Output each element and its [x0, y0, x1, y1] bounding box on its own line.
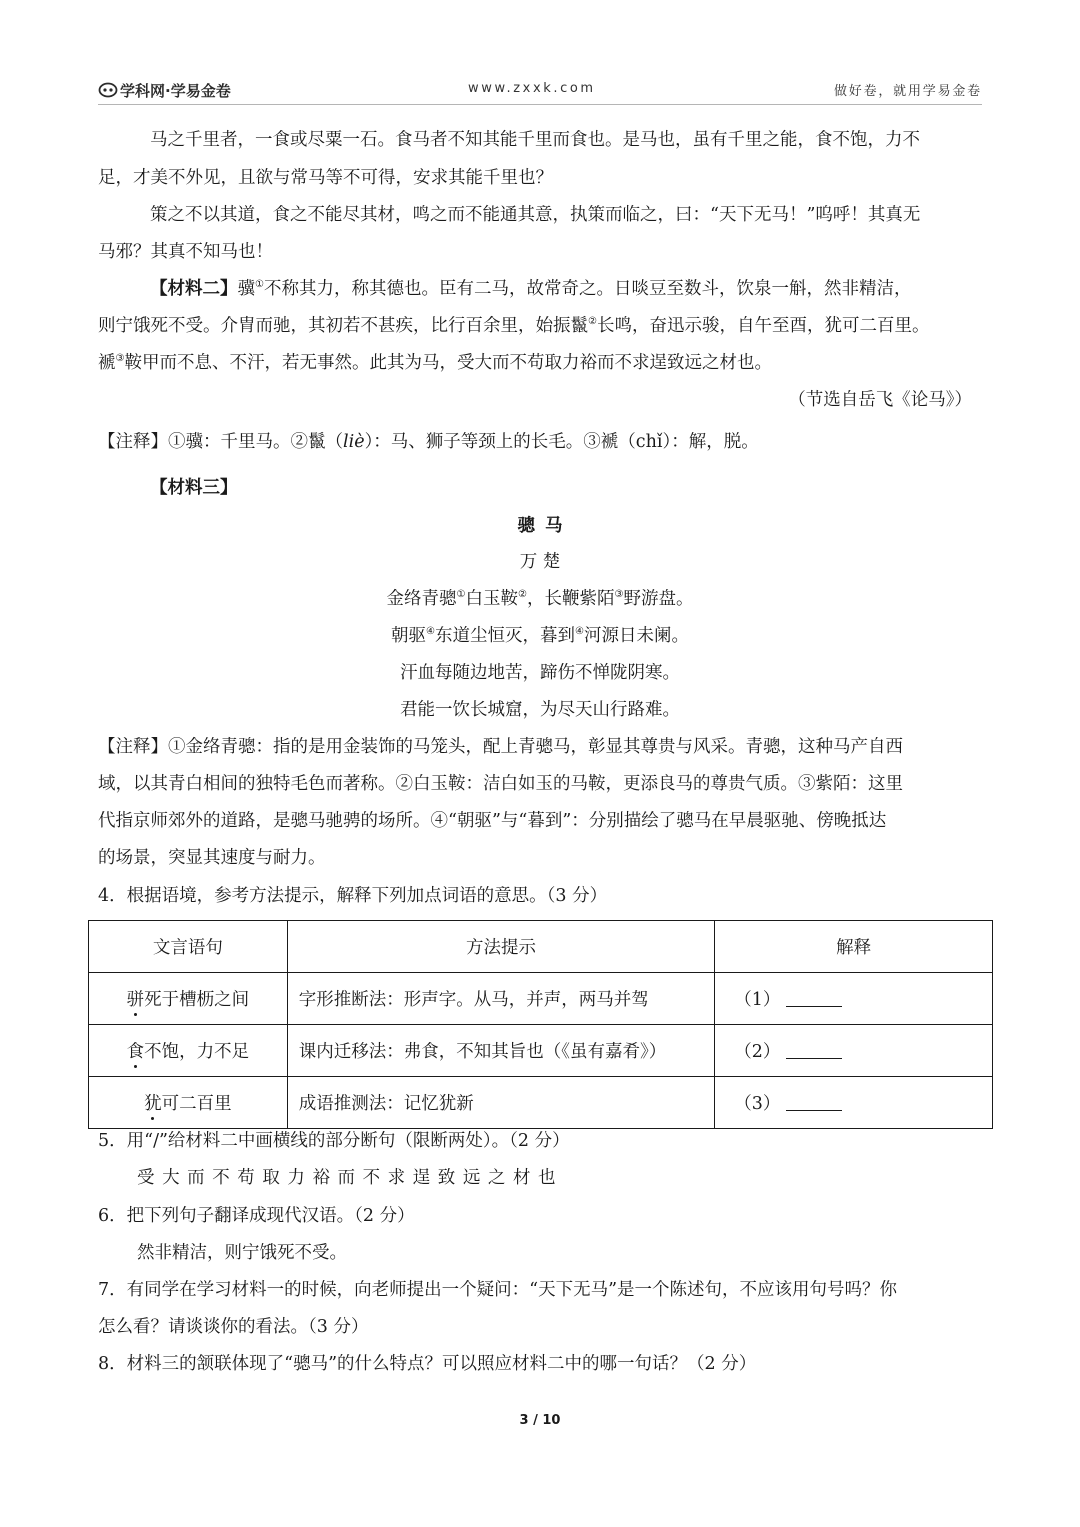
poem-text: 野游盘。	[623, 589, 694, 609]
sentence-cell	[89, 973, 288, 1025]
table-row	[89, 1077, 993, 1129]
material2-l1-a: 骥	[237, 279, 255, 299]
material2-l2-a: 则宁饿死不受。介胄而驰，其初若不甚疾，比行百余里，始振鬣	[98, 316, 588, 336]
material3-note-line4: 的场景，突显其速度与耐力。	[98, 848, 326, 868]
logo-icon	[98, 82, 118, 98]
question-4: 4．根据语境，参考方法提示，解释下列加点词语的意思。（3 分）	[98, 886, 608, 906]
poem-text: 白玉鞍	[465, 589, 519, 609]
answer-number: （3）	[734, 1094, 781, 1114]
material3-note-line2: 域，以其青白相间的独特毛色而著称。②白玉鞍：洁白如玉的马鞍，更添良马的尊贵气质。③紫陌：这里	[98, 774, 903, 794]
answer-blank[interactable]	[786, 1042, 842, 1059]
method-cell: 成语推测法：记忆犹新	[287, 1077, 714, 1129]
question-7-line2: 怎么看？请谈谈你的看法。（3 分）	[98, 1317, 369, 1337]
header-slogan: 做好卷，就用学易金卷	[833, 84, 982, 99]
header-url[interactable]: www.zxxk.com	[468, 81, 596, 96]
material1-paragraph1-line2: 足，才美不外见，且欲与常马等不可得，安求其能千里也？	[98, 168, 553, 188]
table-header-cell: 方法提示	[287, 921, 714, 973]
question-7-line1: 7．有同学在学习材料一的时候，向老师提出一个疑问：“天下无马”是一个陈述句，不应该用句号吗？你	[98, 1280, 898, 1300]
material2-note	[98, 430, 759, 454]
footnote-marker: ④	[575, 626, 584, 637]
footnote-marker: ④	[426, 626, 435, 637]
question-8: 8．材料三的颔联体现了“骢马”的什么特点？可以照应材料二中的哪一句话？（2 分）	[98, 1354, 757, 1374]
poem-title: 骢马	[517, 516, 573, 536]
question-5: 5．用“/”给材料二中画横线的部分断句（限断两处）。（2 分）	[98, 1131, 570, 1151]
footnote-marker: ②	[518, 589, 527, 600]
material2-label: 【材料二】	[150, 279, 238, 299]
material2-l1-b: 不称其力，称其德也。臣有二马，故常奇之。日啖豆至数斗，饮泉一斛，然非精洁，	[263, 279, 912, 299]
method-cell: 课内迁移法：弗食，不知其旨也（《虽有嘉肴》）	[287, 1025, 714, 1077]
method-cell: 字形推断法：形声字。从马，并声，两马并驾	[287, 973, 714, 1025]
question-4-table	[88, 920, 993, 1129]
material2-note-a: 【注释】①骥：千里马。②鬣（	[98, 432, 343, 452]
material2-l3-a: 褫	[98, 353, 116, 373]
answer-cell[interactable]	[715, 1025, 993, 1077]
logo-text: 学科网·学易金卷	[120, 81, 231, 100]
material2-l2-b: 长鸣，奋迅示骏，自午至酉，犹可二百里。	[596, 316, 930, 336]
answer-blank[interactable]	[786, 1094, 842, 1111]
sentence-rest: 死于槽枥之间	[144, 990, 250, 1010]
table-row	[89, 973, 993, 1025]
material2-note-b: ）：马、狮子等颈上的长毛。③褫（chǐ）：解，脱。	[364, 432, 759, 452]
footnote-marker: ②	[588, 316, 597, 327]
footnote-marker: ③	[614, 589, 624, 600]
footnote-marker: ①	[456, 589, 466, 600]
answer-cell[interactable]	[715, 973, 993, 1025]
poem-text: ，长鞭紫陌	[526, 589, 615, 609]
poem-line-3	[0, 661, 1080, 685]
answer-number: （2）	[734, 1042, 781, 1062]
poem-line-4	[0, 698, 1080, 722]
sentence-rest: 可二百里	[161, 1094, 232, 1114]
material3-label: 【材料三】	[150, 478, 238, 498]
table-header-cell: 文言语句	[89, 921, 288, 973]
answer-blank[interactable]	[786, 990, 842, 1007]
poem-text: 金络青骢	[386, 589, 457, 609]
question-6-sentence: 然非精洁，则宁饿死不受。	[137, 1243, 347, 1263]
sentence-cell	[89, 1025, 288, 1077]
dotted-word: 食	[127, 1038, 145, 1063]
material2-note-pinyin: liè	[343, 432, 365, 452]
question-5-sentence: 受 大 而 不 苟 取 力 裕 而 不 求 逞 致 远 之 材 也	[137, 1168, 557, 1188]
page-header	[98, 74, 982, 105]
poem-text: 东道尘恒灭，暮到	[435, 626, 575, 646]
poem-author: 万 楚	[519, 552, 561, 572]
material2-line1	[150, 277, 911, 301]
poem-text: 朝驱	[391, 626, 427, 646]
logo	[98, 78, 231, 102]
page-number: 3 / 10	[519, 1413, 561, 1428]
material1-paragraph2-line1: 策之不以其道，食之不能尽其材，鸣之而不能通其意，执策而临之，曰：“天下无马！”呜呼！其真无	[150, 205, 921, 225]
poem-text: 河源日未阑。	[583, 626, 689, 646]
sentence-cell	[89, 1077, 288, 1129]
material2-line2	[98, 314, 929, 338]
table-header-cell: 解释	[715, 921, 993, 973]
footnote-marker: ③	[115, 353, 125, 364]
footnote-marker: ①	[255, 279, 264, 290]
poem-line-1	[0, 587, 1080, 611]
answer-cell[interactable]	[715, 1077, 993, 1129]
material3-note-line1: 【注释】①金络青骢：指的是用金装饰的马笼头，配上青骢马，彰显其尊贵与风采。青骢，这种马产自西	[98, 737, 903, 757]
sentence-rest: 不饱，力不足	[144, 1042, 250, 1062]
table-header-row	[89, 921, 993, 973]
material2-l3-b: 鞍甲而不息、不汗，若无事然。此其为马，受大而不苟取力裕而不求逞致远之材也。	[124, 353, 772, 373]
table-row	[89, 1025, 993, 1077]
poem-line-2	[0, 624, 1080, 648]
material1-paragraph2-line2: 马邪？其真不知马也！	[98, 242, 273, 262]
question-6: 6．把下列句子翻译成现代汉语。（2 分）	[98, 1206, 415, 1226]
dotted-word: 犹	[144, 1090, 162, 1115]
material2-line3	[98, 351, 772, 375]
material3-note-line3: 代指京师郊外的道路，是骢马驰骋的场所。④“朝驱”与“暮到”：分别描绘了骢马在早晨驱驰、傍晚抵达	[98, 811, 887, 831]
dotted-word: 骈	[127, 986, 145, 1011]
poem-text: 君能一饮长城窟，为尽天山行路难。	[400, 700, 680, 720]
material2-source: （节选自岳飞《论马》）	[788, 390, 972, 410]
material1-paragraph1-line1: 马之千里者，一食或尽粟一石。食马者不知其能千里而食也。是马也，虽有千里之能，食不饱，力不	[150, 130, 920, 150]
poem-text: 汗血每随边地苦，蹄伤不惮陇阴寒。	[400, 663, 680, 683]
answer-number: （1）	[734, 990, 781, 1010]
